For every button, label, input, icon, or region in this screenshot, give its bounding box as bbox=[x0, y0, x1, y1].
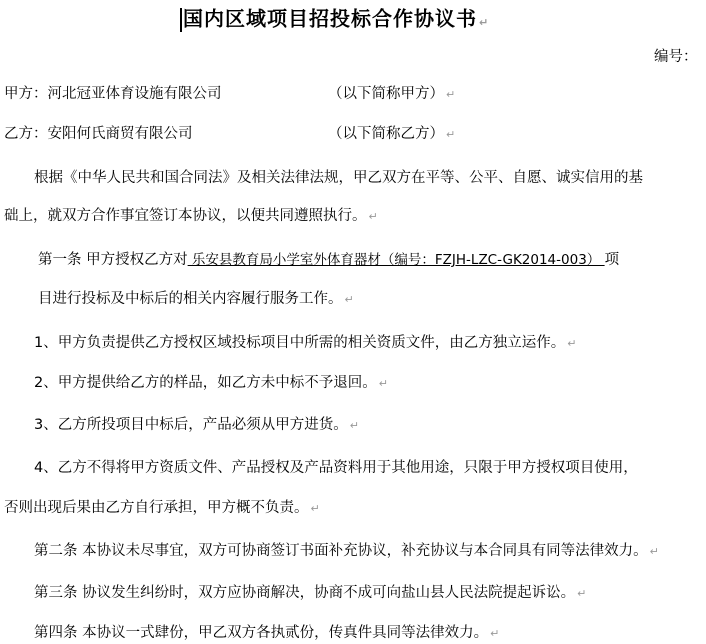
paragraph-mark: ↵ bbox=[577, 587, 587, 600]
article-4 bbox=[34, 623, 499, 644]
article-1-prefix: 第一条 甲方授权乙方对 bbox=[38, 252, 188, 268]
article-1-suffix: 项 bbox=[604, 252, 620, 268]
text-cursor bbox=[180, 8, 182, 32]
item-2 bbox=[34, 373, 388, 394]
item-4: 4、乙方不得将甲方资质文件、产品授权及产品资料用于其他用途，只限于甲方授权项目使用， bbox=[34, 460, 638, 476]
party-b-alias bbox=[328, 124, 455, 145]
paragraph-mark: ↵ bbox=[649, 545, 659, 558]
project-name: 乐安县教育局小学室外体育器材（编号：FZJH-LZC-GK2014-003） bbox=[187, 252, 605, 268]
paragraph-mark: ↵ bbox=[567, 337, 577, 350]
article-2 bbox=[34, 541, 659, 562]
paragraph-mark: ↵ bbox=[490, 627, 500, 640]
alias-text: （以下简称乙方） bbox=[328, 126, 444, 142]
party-a: 甲方：河北冠亚体育设施有限公司 bbox=[4, 86, 222, 102]
paragraph-mark: ↵ bbox=[479, 15, 490, 29]
article-text: 第四条 本协议一式肆份，甲乙双方各执贰份，传真件具同等法律效力。 bbox=[34, 625, 489, 641]
item-text: 2、甲方提供给乙方的样品，如乙方未中标不予退回。 bbox=[34, 375, 377, 391]
article-text: 第二条 本协议未尽事宜，双方可协商签订书面补充协议，补充协议与本合同具有同等法律效力。 bbox=[34, 543, 648, 559]
item-text: 否则出现后果由乙方自行承担，甲方概不负责。 bbox=[4, 500, 309, 516]
item-3 bbox=[34, 415, 359, 436]
item-text: 3、乙方所投项目中标后，产品必须从甲方进货。 bbox=[34, 417, 348, 433]
alias-text: （以下简称甲方） bbox=[328, 86, 444, 102]
number-label: 编号： bbox=[654, 49, 698, 65]
paragraph-mark: ↵ bbox=[310, 502, 320, 515]
document-title bbox=[180, 8, 489, 33]
intro-text: 础上，就双方合作事宜签订本协议，以便共同遵照执行。 bbox=[4, 208, 367, 224]
item-text: 1、甲方负责提供乙方授权区域投标项目中所需的相关资质文件，由乙方独立运作。 bbox=[34, 335, 566, 351]
paragraph-mark: ↵ bbox=[378, 377, 388, 390]
article-text: 第三条 协议发生纠纷时，双方应协商解决，协商不成可向盐山县人民法院提起诉讼。 bbox=[34, 585, 576, 601]
item-1 bbox=[34, 333, 576, 354]
paragraph-mark: ↵ bbox=[368, 210, 378, 223]
party-b: 乙方：安阳何氏商贸有限公司 bbox=[4, 126, 193, 142]
intro-line-2 bbox=[4, 206, 378, 227]
paragraph-mark: ↵ bbox=[446, 128, 456, 141]
paragraph-mark: ↵ bbox=[349, 419, 359, 432]
article-3 bbox=[34, 583, 586, 604]
paragraph-mark: ↵ bbox=[344, 293, 354, 306]
article-1-line-2 bbox=[38, 289, 354, 310]
item-4-continued bbox=[4, 498, 320, 519]
paragraph-mark: ↵ bbox=[446, 88, 456, 101]
intro-line-1: 根据《中华人民共和国合同法》及相关法律法规，甲乙双方在平等、公平、自愿、诚实信用的基 bbox=[34, 170, 643, 186]
article-1 bbox=[38, 250, 619, 270]
title-text: 国内区域项目招投标合作协议书 bbox=[183, 6, 477, 31]
article-1-text: 目进行投标及中标后的相关内容履行服务工作。 bbox=[38, 291, 343, 307]
party-a-alias bbox=[328, 84, 455, 105]
